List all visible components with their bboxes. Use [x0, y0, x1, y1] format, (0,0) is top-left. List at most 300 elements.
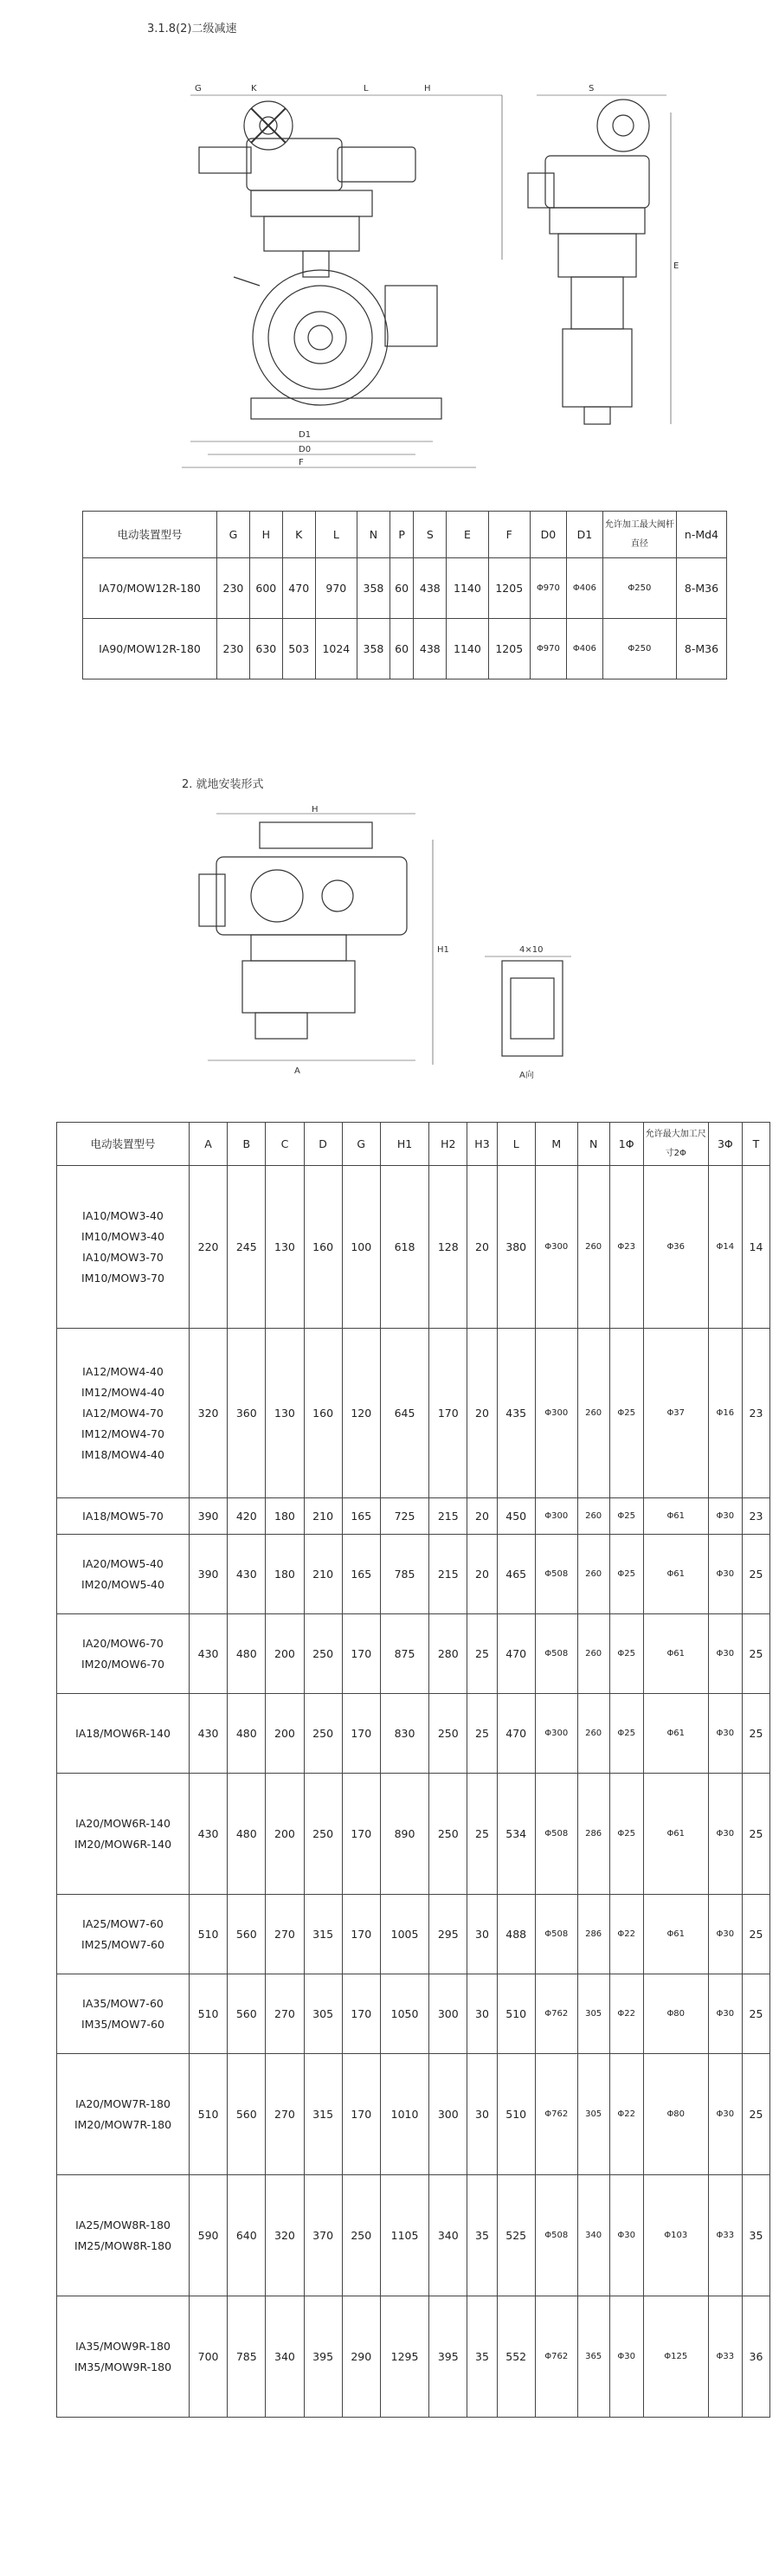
cell: 1140	[447, 558, 488, 619]
cell: 270	[266, 2054, 304, 2175]
cell: Φ16	[708, 1329, 742, 1498]
header-h: H	[249, 512, 282, 558]
cell: 340	[429, 2175, 467, 2296]
cell: Φ61	[643, 1694, 708, 1774]
cell: 358	[357, 558, 390, 619]
cell: 25	[467, 1774, 497, 1895]
cell: 785	[228, 2296, 266, 2418]
cell: Φ762	[535, 2054, 577, 2175]
cell: 340	[577, 2175, 609, 2296]
model-name: IA20/MOW5-40	[82, 1556, 164, 1570]
cell-models	[57, 1498, 190, 1535]
table-row	[57, 1694, 770, 1774]
cell: Φ406	[566, 619, 602, 679]
cell: 260	[577, 1498, 609, 1535]
header-2phi: 允许最大加工尺寸2Φ	[643, 1123, 708, 1166]
cell: 1050	[380, 1974, 428, 2054]
cell: 260	[577, 1535, 609, 1614]
cell: 430	[190, 1694, 228, 1774]
cell: 830	[380, 1694, 428, 1774]
cell: Φ30	[708, 2054, 742, 2175]
cell: 1205	[488, 619, 530, 679]
header-g: G	[217, 512, 250, 558]
cell: Φ125	[643, 2296, 708, 2418]
cell: 180	[266, 1498, 304, 1535]
header-g: G	[342, 1123, 380, 1166]
cell: 100	[342, 1166, 380, 1329]
cell-models	[57, 2296, 190, 2418]
table-row	[57, 1614, 770, 1694]
cell: 560	[228, 1974, 266, 2054]
cell: 215	[429, 1498, 467, 1535]
svg-text:D1: D1	[299, 430, 312, 440]
cell-models	[57, 1974, 190, 2054]
cell: Φ30	[708, 1974, 742, 2054]
cell: 170	[342, 1895, 380, 1974]
cell: 618	[380, 1166, 428, 1329]
cell: 60	[390, 558, 413, 619]
header-p: P	[390, 512, 413, 558]
model-name: IA10/MOW3-70	[82, 1250, 164, 1264]
header-s: S	[414, 512, 447, 558]
cell: 488	[497, 1895, 535, 1974]
cell: 20	[467, 1329, 497, 1498]
cell: Φ30	[609, 2296, 643, 2418]
cell: 200	[266, 1774, 304, 1895]
cell: 180	[266, 1535, 304, 1614]
header-1phi: 1Φ	[609, 1123, 643, 1166]
cell: Φ61	[643, 1614, 708, 1694]
cell: Φ30	[708, 1535, 742, 1614]
cell: Φ300	[535, 1498, 577, 1535]
cell: 25	[742, 1694, 769, 1774]
cell: Φ508	[535, 1774, 577, 1895]
cell: 286	[577, 1895, 609, 1974]
header-c: C	[266, 1123, 304, 1166]
cell: 8-M36	[676, 558, 726, 619]
cell: Φ30	[708, 1614, 742, 1694]
cell: Φ61	[643, 1774, 708, 1895]
table-row	[83, 619, 727, 679]
cell: 280	[429, 1614, 467, 1694]
cell: 200	[266, 1614, 304, 1694]
cell: 290	[342, 2296, 380, 2418]
cell: 20	[467, 1166, 497, 1329]
header-l: L	[497, 1123, 535, 1166]
cell: 215	[429, 1535, 467, 1614]
cell: Φ508	[535, 1535, 577, 1614]
svg-text:K: K	[251, 84, 257, 93]
cell: 365	[577, 2296, 609, 2418]
cell: 170	[342, 1974, 380, 2054]
svg-text:S: S	[589, 84, 595, 93]
cell: 165	[342, 1498, 380, 1535]
model-name: IM20/MOW7R-180	[74, 2117, 172, 2131]
table-row	[57, 1774, 770, 1895]
cell-models	[57, 2175, 190, 2296]
cell: Φ22	[609, 1895, 643, 1974]
cell: 170	[342, 1614, 380, 1694]
cell: 305	[304, 1974, 342, 2054]
cell: 20	[467, 1498, 497, 1535]
cell: 510	[497, 1974, 535, 2054]
header-d: D	[304, 1123, 342, 1166]
cell: Φ36	[643, 1166, 708, 1329]
cell-models	[57, 1694, 190, 1774]
cell: 560	[228, 2054, 266, 2175]
cell: 970	[315, 558, 357, 619]
cell-models	[57, 1166, 190, 1329]
model-name: IA12/MOW4-70	[82, 1406, 164, 1420]
cell: 1295	[380, 2296, 428, 2418]
cell: 438	[414, 619, 447, 679]
cell: 320	[190, 1329, 228, 1498]
cell: 875	[380, 1614, 428, 1694]
cell: 25	[742, 1895, 769, 1974]
cell: 25	[742, 1974, 769, 2054]
cell: 14	[742, 1166, 769, 1329]
cell: 640	[228, 2175, 266, 2296]
header-h3: H3	[467, 1123, 497, 1166]
cell: Φ406	[566, 558, 602, 619]
actuator-drawing-reducer	[156, 61, 679, 493]
cell: 395	[429, 2296, 467, 2418]
model-name: IM10/MOW3-40	[81, 1229, 164, 1243]
cell: 170	[342, 2054, 380, 2175]
header-k: K	[282, 512, 315, 558]
model-name: IM35/MOW7-60	[81, 2017, 164, 2031]
model-name: IA18/MOW6R-140	[75, 1726, 171, 1740]
cell-models	[57, 1895, 190, 1974]
cell: 245	[228, 1166, 266, 1329]
cell-models	[57, 1614, 190, 1694]
svg-text:A向: A向	[519, 1071, 534, 1080]
cell: 534	[497, 1774, 535, 1895]
cell: 160	[304, 1329, 342, 1498]
cell: Φ61	[643, 1895, 708, 1974]
cell: 250	[304, 1774, 342, 1895]
cell: Φ61	[643, 1535, 708, 1614]
model-name: IA25/MOW8R-180	[75, 2218, 171, 2231]
table-row	[57, 1974, 770, 2054]
svg-text:F: F	[299, 458, 304, 467]
table-reducer-dimensions	[82, 511, 727, 679]
cell: Φ508	[535, 1614, 577, 1694]
model-name: IA20/MOW6R-140	[75, 1816, 171, 1830]
cell: Φ762	[535, 2296, 577, 2418]
cell-models	[57, 1774, 190, 1895]
table-row	[57, 1895, 770, 1974]
cell-models	[57, 1329, 190, 1498]
header-n-md4: n-Md4	[676, 512, 726, 558]
cell: Φ300	[535, 1166, 577, 1329]
cell: 315	[304, 2054, 342, 2175]
cell: 130	[266, 1329, 304, 1498]
cell: 170	[342, 1694, 380, 1774]
cell: 420	[228, 1498, 266, 1535]
model-name: IA18/MOW5-70	[82, 1509, 164, 1523]
section1-title: 3.1.8(2)二级减速	[147, 23, 237, 35]
cell: 30	[467, 1974, 497, 2054]
cell: 300	[429, 1974, 467, 2054]
header-d1: D1	[566, 512, 602, 558]
cell: Φ250	[602, 558, 676, 619]
cell: Φ80	[643, 2054, 708, 2175]
cell: Φ22	[609, 1974, 643, 2054]
cell: Φ25	[609, 1694, 643, 1774]
header-l: L	[315, 512, 357, 558]
cell: Φ508	[535, 2175, 577, 2296]
cell: 250	[304, 1614, 342, 1694]
cell: 260	[577, 1614, 609, 1694]
cell: 1140	[447, 619, 488, 679]
cell: Φ970	[530, 619, 566, 679]
cell: 305	[577, 1974, 609, 2054]
cell: 250	[304, 1694, 342, 1774]
cell: 25	[742, 2054, 769, 2175]
cell: 358	[357, 619, 390, 679]
cell: 165	[342, 1535, 380, 1614]
cell: 1005	[380, 1895, 428, 1974]
cell: Φ37	[643, 1329, 708, 1498]
cell: 300	[429, 2054, 467, 2175]
cell: 35	[467, 2296, 497, 2418]
cell: 1205	[488, 558, 530, 619]
cell: 1010	[380, 2054, 428, 2175]
cell: 470	[497, 1694, 535, 1774]
cell: 25	[742, 1774, 769, 1895]
cell: 315	[304, 1895, 342, 1974]
cell: 395	[304, 2296, 342, 2418]
cell: 230	[217, 558, 250, 619]
model-name: IM18/MOW4-40	[81, 1447, 164, 1461]
header-b: B	[228, 1123, 266, 1166]
cell: 390	[190, 1498, 228, 1535]
cell: 560	[228, 1895, 266, 1974]
header-n: N	[357, 512, 390, 558]
cell: 210	[304, 1535, 342, 1614]
model-name: IM20/MOW5-40	[81, 1577, 164, 1591]
cell: 430	[228, 1535, 266, 1614]
cell: Φ25	[609, 1329, 643, 1498]
actuator-drawing-local-mount	[190, 805, 623, 1099]
cell: 250	[429, 1774, 467, 1895]
cell: 438	[414, 558, 447, 619]
cell: 260	[577, 1694, 609, 1774]
model-name: IM20/MOW6-70	[81, 1657, 164, 1671]
header-f: F	[488, 512, 530, 558]
cell: Φ30	[708, 1895, 742, 1974]
cell: 700	[190, 2296, 228, 2418]
cell: Φ25	[609, 1774, 643, 1895]
header-a: A	[190, 1123, 228, 1166]
table-row	[57, 2175, 770, 2296]
model-name: IM20/MOW6R-140	[74, 1837, 172, 1851]
cell: 120	[342, 1329, 380, 1498]
svg-text:L: L	[364, 84, 369, 93]
table-header-row	[57, 1123, 770, 1166]
cell: 450	[497, 1498, 535, 1535]
header-n: N	[577, 1123, 609, 1166]
cell: Φ970	[530, 558, 566, 619]
cell: 510	[190, 1974, 228, 2054]
header-max-stem-diameter: 允许加工最大阀杆直径	[602, 512, 676, 558]
model-name: IA10/MOW3-40	[82, 1208, 164, 1222]
cell: 128	[429, 1166, 467, 1329]
cell: 590	[190, 2175, 228, 2296]
header-d0: D0	[530, 512, 566, 558]
table-header-row	[83, 512, 727, 558]
cell: 36	[742, 2296, 769, 2418]
cell: 725	[380, 1498, 428, 1535]
cell: 20	[467, 1535, 497, 1614]
cell: 552	[497, 2296, 535, 2418]
cell: Φ61	[643, 1498, 708, 1535]
cell: Φ25	[609, 1498, 643, 1535]
svg-text:H: H	[424, 84, 431, 93]
cell: 370	[304, 2175, 342, 2296]
cell: 35	[467, 2175, 497, 2296]
cell: 480	[228, 1614, 266, 1694]
cell: Φ250	[602, 619, 676, 679]
model-name: IA20/MOW6-70	[82, 1636, 164, 1650]
cell: 250	[342, 2175, 380, 2296]
table-row	[57, 2054, 770, 2175]
cell: Φ508	[535, 1895, 577, 1974]
cell: 645	[380, 1329, 428, 1498]
cell: 470	[497, 1614, 535, 1694]
model-name: IM25/MOW7-60	[81, 1937, 164, 1951]
cell: 25	[742, 1535, 769, 1614]
header-h2: H2	[429, 1123, 467, 1166]
cell: 510	[497, 2054, 535, 2175]
model-name: IM25/MOW8R-180	[74, 2238, 172, 2252]
cell: 60	[390, 619, 413, 679]
cell: 470	[282, 558, 315, 619]
cell: 295	[429, 1895, 467, 1974]
cell: 200	[266, 1694, 304, 1774]
cell: 503	[282, 619, 315, 679]
cell: Φ80	[643, 1974, 708, 2054]
cell: 600	[249, 558, 282, 619]
cell: 25	[742, 1614, 769, 1694]
cell: 480	[228, 1694, 266, 1774]
svg-text:D0: D0	[299, 445, 312, 454]
cell: 890	[380, 1774, 428, 1895]
cell: 785	[380, 1535, 428, 1614]
cell: 525	[497, 2175, 535, 2296]
cell: 170	[429, 1329, 467, 1498]
cell: 1024	[315, 619, 357, 679]
cell: 8-M36	[676, 619, 726, 679]
svg-text:H1: H1	[437, 945, 449, 955]
header-m: M	[535, 1123, 577, 1166]
cell: 250	[429, 1694, 467, 1774]
cell: 435	[497, 1329, 535, 1498]
cell: 25	[467, 1694, 497, 1774]
header-h1: H1	[380, 1123, 428, 1166]
cell: 630	[249, 619, 282, 679]
cell: 380	[497, 1166, 535, 1329]
cell: 260	[577, 1329, 609, 1498]
model-name: IA35/MOW9R-180	[75, 2339, 171, 2353]
cell: Φ25	[609, 1614, 643, 1694]
cell: Φ30	[708, 1694, 742, 1774]
cell: Φ14	[708, 1166, 742, 1329]
cell: 320	[266, 2175, 304, 2296]
cell: 430	[190, 1774, 228, 1895]
cell: 260	[577, 1166, 609, 1329]
cell: 1105	[380, 2175, 428, 2296]
model-name: IA35/MOW7-60	[82, 1996, 164, 2010]
cell: Φ103	[643, 2175, 708, 2296]
cell-models	[57, 2054, 190, 2175]
svg-text:4×10: 4×10	[519, 945, 544, 955]
cell: 510	[190, 1895, 228, 1974]
cell: 220	[190, 1166, 228, 1329]
svg-text:G: G	[195, 84, 202, 93]
cell-model: IA90/MOW12R-180	[83, 619, 217, 679]
cell: Φ300	[535, 1329, 577, 1498]
table-row	[57, 1166, 770, 1329]
cell: 465	[497, 1535, 535, 1614]
cell: 510	[190, 2054, 228, 2175]
cell: Φ25	[609, 1535, 643, 1614]
header-model: 电动装置型号	[57, 1123, 190, 1166]
svg-text:E: E	[673, 261, 679, 271]
model-name: IM35/MOW9R-180	[74, 2360, 172, 2373]
cell: 430	[190, 1614, 228, 1694]
table-row	[57, 2296, 770, 2418]
model-name: IM12/MOW4-70	[81, 1426, 164, 1440]
model-name: IA25/MOW7-60	[82, 1916, 164, 1930]
cell: 25	[467, 1614, 497, 1694]
model-name: IA12/MOW4-40	[82, 1364, 164, 1378]
header-e: E	[447, 512, 488, 558]
cell: Φ30	[708, 1774, 742, 1895]
cell-model: IA70/MOW12R-180	[83, 558, 217, 619]
header-3phi: 3Φ	[708, 1123, 742, 1166]
model-name: IM10/MOW3-70	[81, 1271, 164, 1285]
cell: 270	[266, 1974, 304, 2054]
cell: 160	[304, 1166, 342, 1329]
model-name: IM12/MOW4-40	[81, 1385, 164, 1399]
cell: Φ33	[708, 2175, 742, 2296]
model-name: IA20/MOW7R-180	[75, 2096, 171, 2110]
cell: 30	[467, 2054, 497, 2175]
cell: 23	[742, 1329, 769, 1498]
table-row	[83, 558, 727, 619]
cell: 35	[742, 2175, 769, 2296]
cell: Φ33	[708, 2296, 742, 2418]
cell: 170	[342, 1774, 380, 1895]
cell: 390	[190, 1535, 228, 1614]
cell: 480	[228, 1774, 266, 1895]
cell: 210	[304, 1498, 342, 1535]
cell: 23	[742, 1498, 769, 1535]
cell: 286	[577, 1774, 609, 1895]
cell: Φ30	[609, 2175, 643, 2296]
cell: 130	[266, 1166, 304, 1329]
table-row	[57, 1329, 770, 1498]
cell: Φ762	[535, 1974, 577, 2054]
cell: Φ23	[609, 1166, 643, 1329]
svg-text:A: A	[294, 1066, 300, 1076]
cell-models	[57, 1535, 190, 1614]
table-row	[57, 1535, 770, 1614]
header-model: 电动装置型号	[83, 512, 217, 558]
table-local-mount-dimensions	[56, 1122, 770, 2418]
